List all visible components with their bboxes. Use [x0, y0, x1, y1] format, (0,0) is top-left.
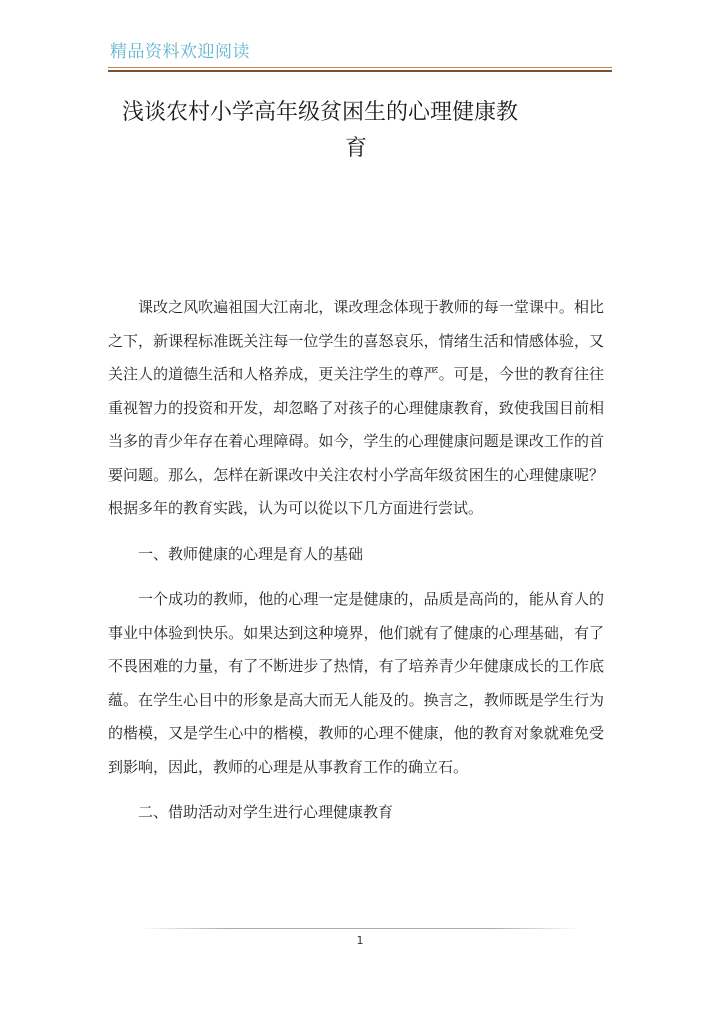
section-heading-1: 一、教师健康的心理是育人的基础 [138, 544, 364, 563]
document-body [108, 291, 604, 842]
page-number: 1 [356, 934, 364, 947]
paragraph-section-1: 一个成功的教师，他的心理一定是健康的，品质是高尚的，能从育人的事业中体验到快乐。如果达到这种境界，他们就有了健康的心理基础，有了不畏困难的力量，有了不断进步了热情，有了培养青少年健康成长的工作底蕴。在学生心目中的形象是高大而无人能及的。换言之，教师既是学生行为的楷模，又是学生心中的楷模，教师的心理不健康，他的教育对象就难免受到影响，因此，教师的心理是从事教育工作的确立石。 [108, 590, 604, 776]
paragraph-intro: 课改之风吹遍祖国大江南北，课改理念体现于教师的每一堂课中。相比之下，新课程标准既关注每一位学生的喜怒哀乐，情绪生活和情感体验，又关注人的道德生活和人格养成，更关注学生的尊严。可是，今世的教育往往重视智力的投资和开发，却忽略了对孩子的心理健康教育，致使我国目前相当多的青少年存在着心理障碍。如今，学生的心理健康问题是课改工作的首要问题。那么，怎样在新课改中关注农村小学高年级贫困生的心理健康呢？根据多年的教育实践，认为可以從以下几方面进行尝试。 [108, 298, 604, 517]
document-title-line1: 浅谈农村小学高年级贫困生的心理健康教 [122, 100, 519, 125]
footer-divider [140, 928, 580, 929]
header-banner-text: 精品资料欢迎阅读 [110, 42, 250, 62]
section-heading-2: 二、借助活动对学生进行心理健康教育 [138, 803, 394, 821]
document-title-line2: 育 [344, 136, 367, 161]
header-divider [108, 67, 612, 72]
document-title [108, 95, 612, 167]
